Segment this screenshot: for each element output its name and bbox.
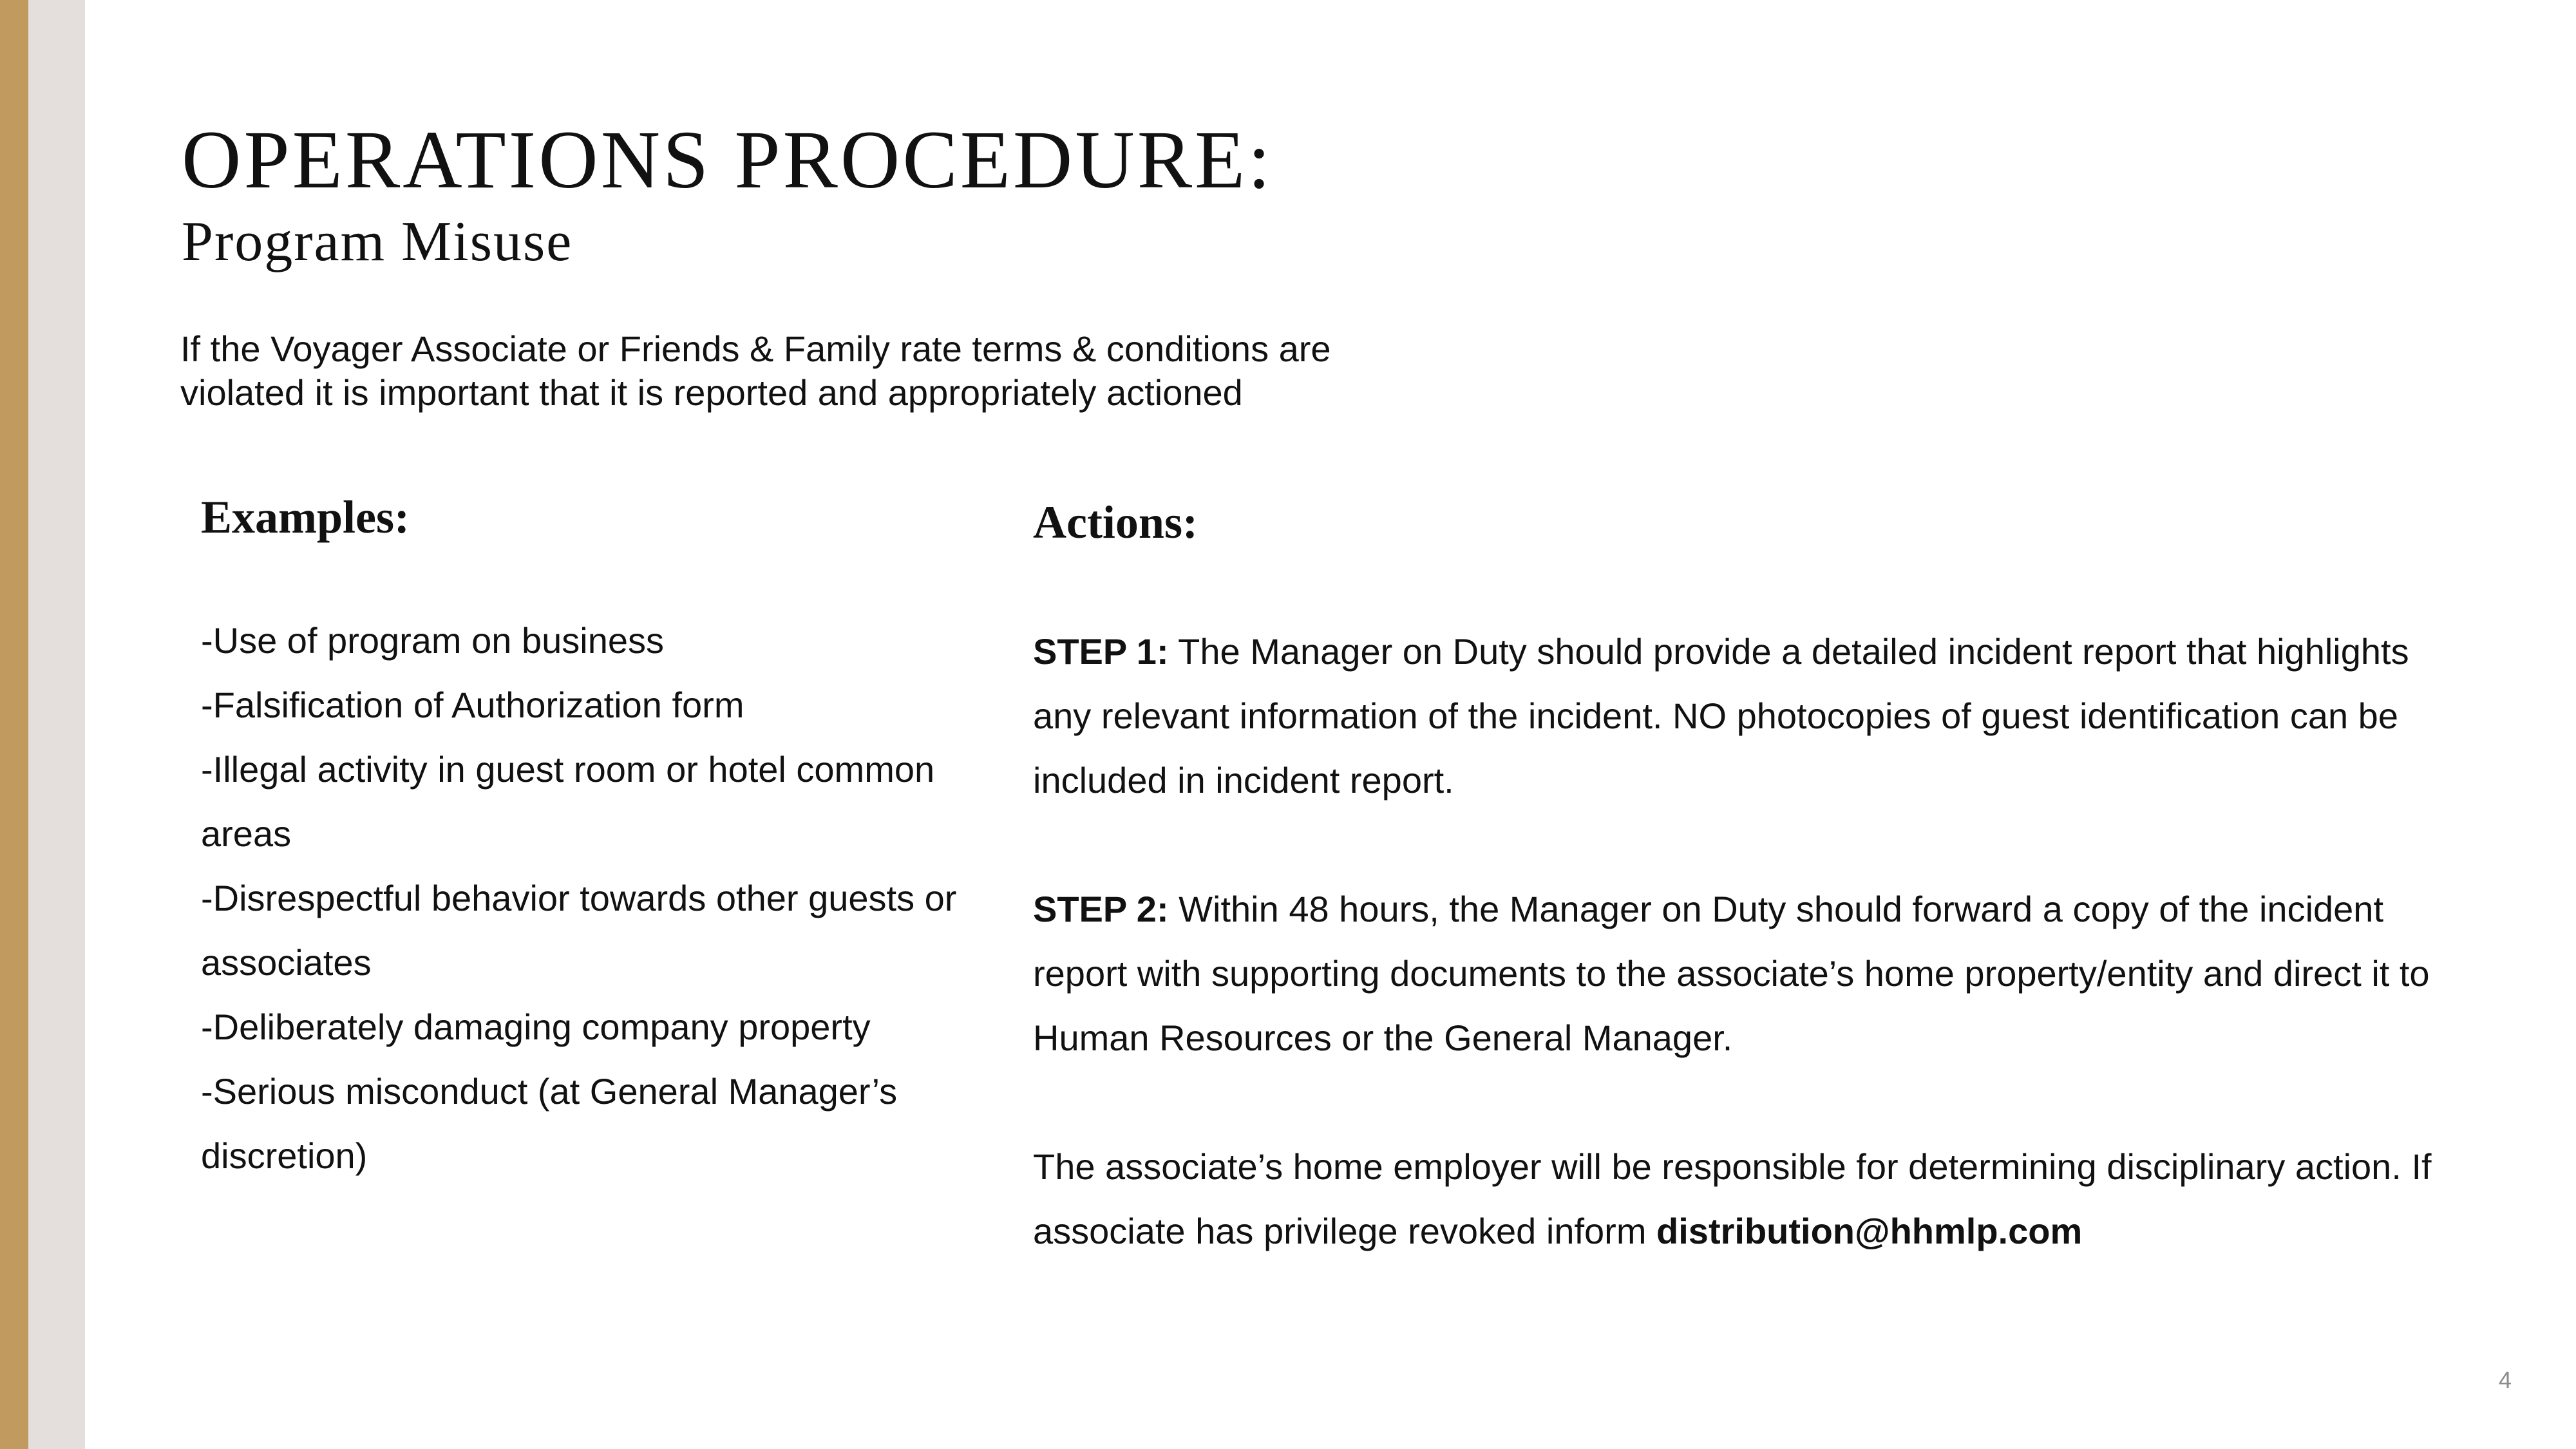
list-item: -Deliberately damaging company property xyxy=(201,1007,871,1047)
list-item: -Use of program on business xyxy=(201,620,665,661)
closing-paragraph xyxy=(1033,1135,2450,1264)
step-1-text: The Manager on Duty should provide a detailed incident report that highlights any relevant information of the incident. NO photocopies of guest identification can be included in incident report. xyxy=(1033,631,2409,800)
actions-body xyxy=(1033,620,2450,1264)
step-2-label: STEP 2: xyxy=(1033,889,1169,929)
step-2-text: Within 48 hours, the Manager on Duty should forward a copy of the incident report with supporting documents to the associate’s home property/entity and direct it to Human Resources or the General Manager. xyxy=(1033,889,2430,1058)
page-subtitle: Program Misuse xyxy=(182,211,573,273)
intro-paragraph xyxy=(180,327,1726,415)
contact-email: distribution@hhmlp.com xyxy=(1656,1211,2083,1251)
step-2-paragraph xyxy=(1033,877,2450,1070)
step-1-paragraph xyxy=(1033,620,2450,813)
actions-heading: Actions: xyxy=(1033,497,1198,548)
examples-list xyxy=(201,609,1006,1188)
intro-line-2: violated it is important that it is reported and appropriately actioned xyxy=(180,372,1243,413)
intro-line-1: If the Voyager Associate or Friends & Family rate terms & conditions are xyxy=(180,328,1331,369)
grey-accent-bar xyxy=(28,0,85,1449)
list-item: -Illegal activity in guest room or hotel common areas xyxy=(201,749,935,854)
list-item: -Falsification of Authorization form xyxy=(201,685,744,725)
list-item: -Disrespectful behavior towards other guests or associates xyxy=(201,878,957,983)
closing-text: The associate’s home employer will be responsible for determining disciplinary action. If associate has privilege revoked inform xyxy=(1033,1146,2432,1251)
list-item: -Serious misconduct (at General Manager’s discretion) xyxy=(201,1071,898,1176)
gold-accent-bar xyxy=(0,0,28,1449)
step-1-label: STEP 1: xyxy=(1033,631,1169,672)
examples-heading: Examples: xyxy=(201,491,410,543)
page-number: 4 xyxy=(2498,1367,2512,1393)
page-title: OPERATIONS PROCEDURE: xyxy=(182,114,1273,205)
